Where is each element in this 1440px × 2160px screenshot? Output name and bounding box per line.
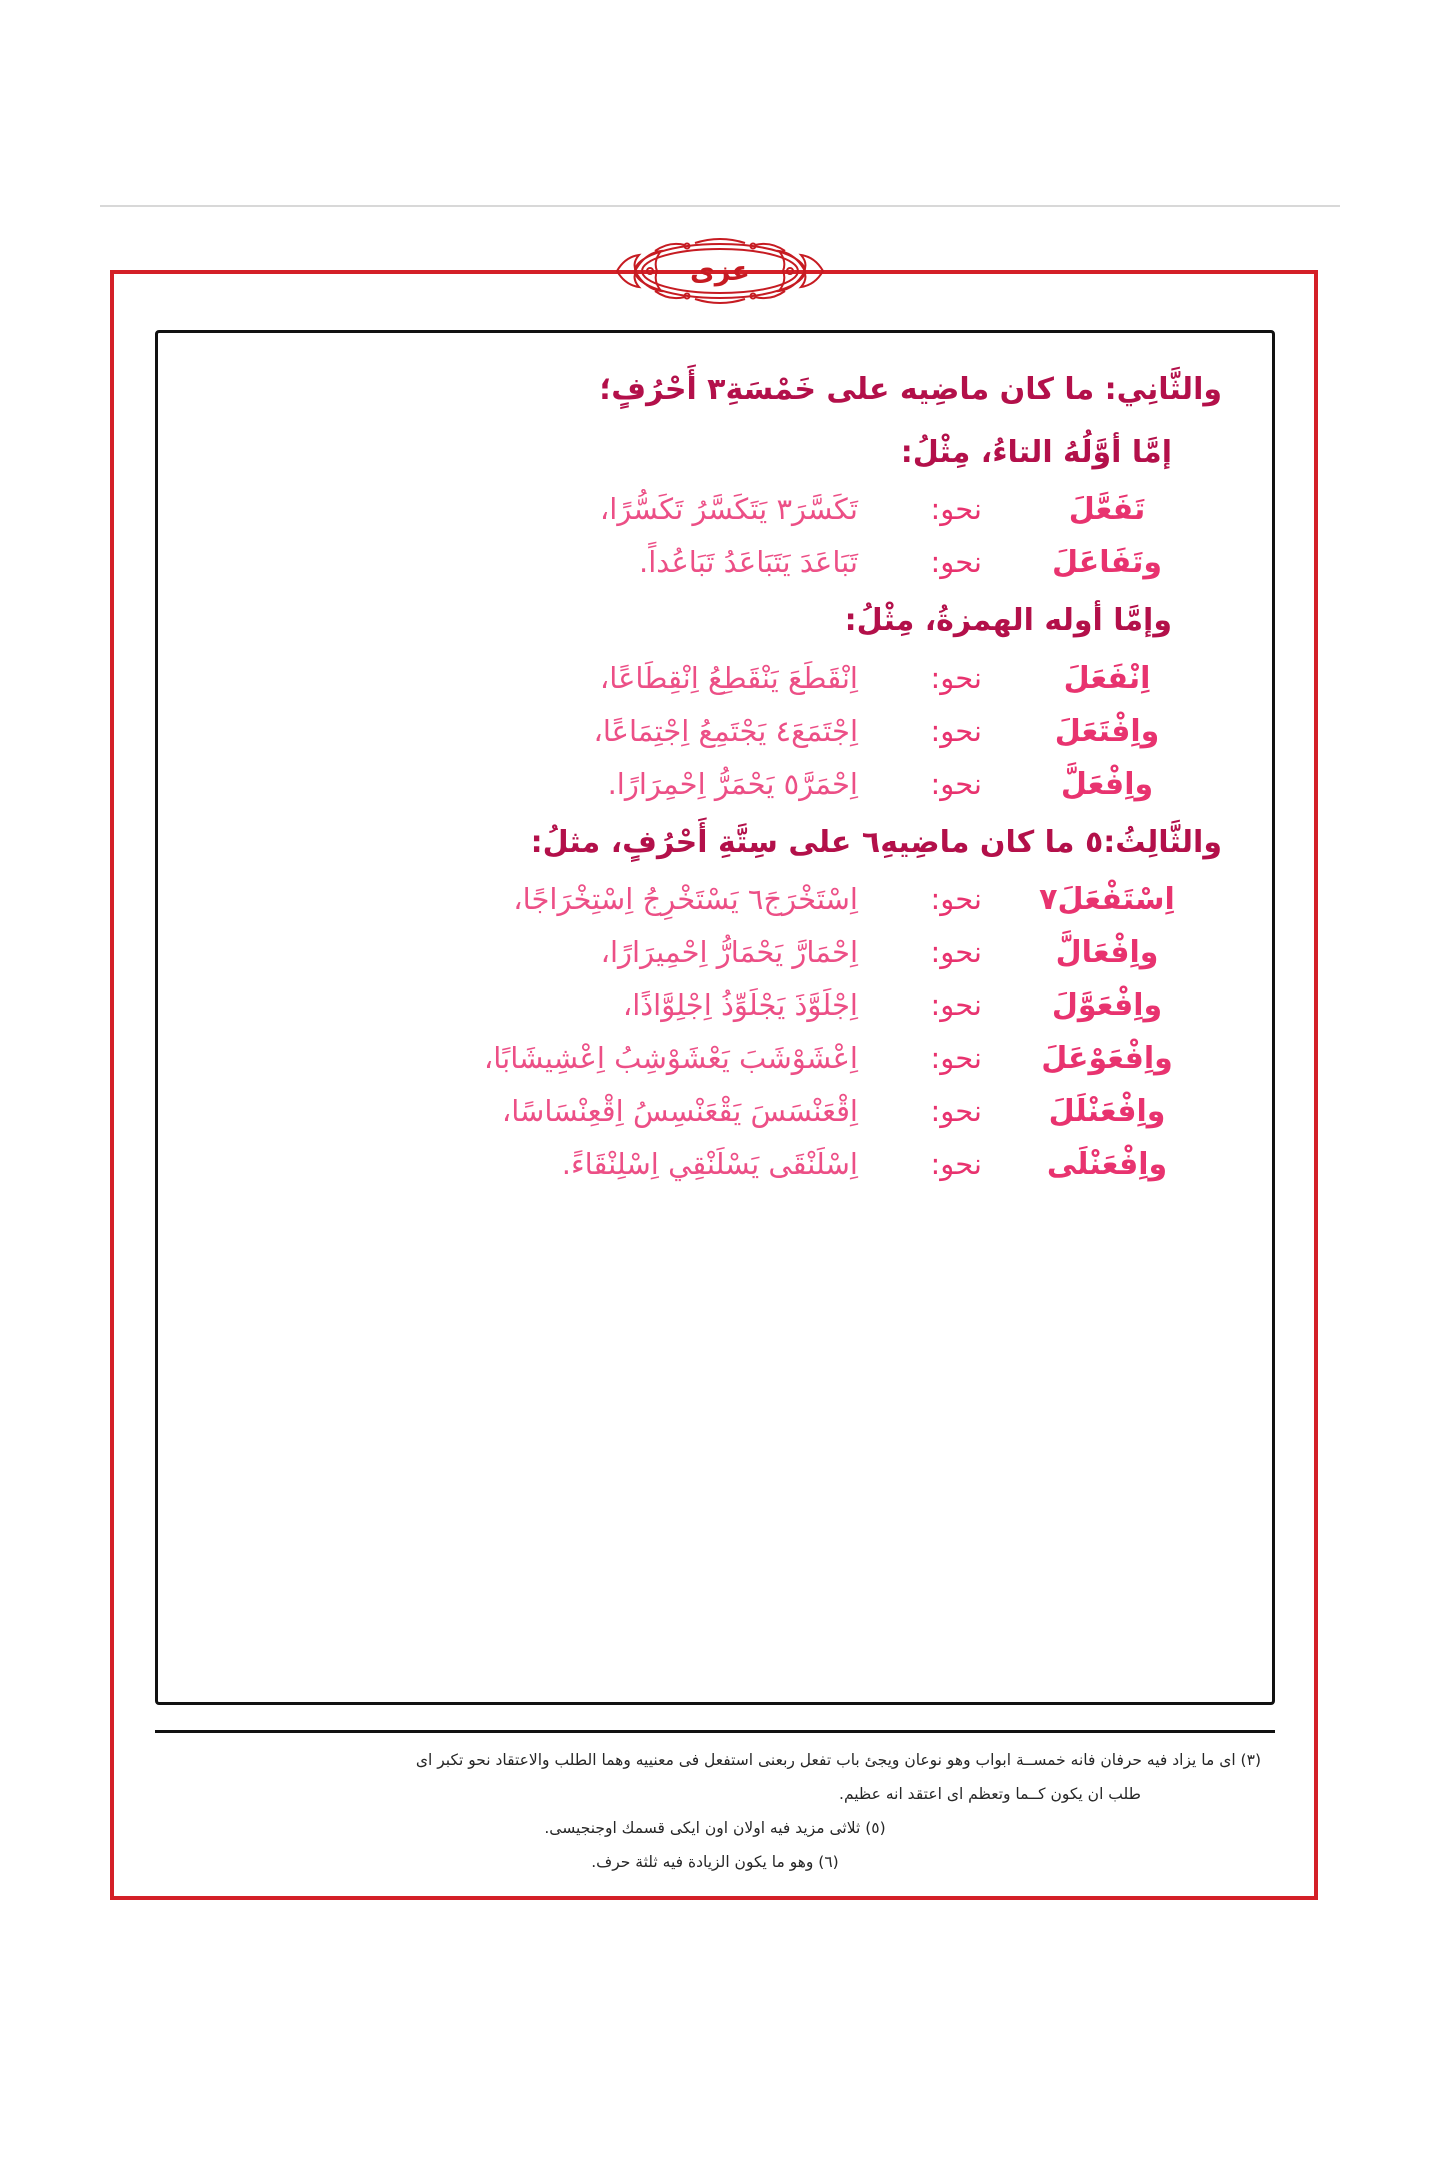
example-text: تَكَسَّرَ٣ يَتَكَسَّرُ تَكَسُّرًا، — [599, 492, 858, 526]
pattern-label: واِفْعَوْعَلَ — [1041, 1041, 1173, 1076]
example-text: اِنْقَطَعَ يَنْقَطِعُ اِنْقِطَاعًا، — [599, 660, 858, 695]
pattern-row — [198, 1041, 1232, 1076]
example-text: اِحْمَارَّ يَحْمَارُّ اِحْمِيرَارًا، — [600, 935, 858, 969]
example-text: اِقْعَنْسَسَ يَقْعَنْسِسُ اِقْعِنْسَاسًا، — [501, 1094, 858, 1128]
pattern-row — [198, 492, 1232, 527]
pattern-label: وتَفَاعَلَ — [1051, 545, 1163, 580]
nahw-label: نحو: — [930, 988, 982, 1022]
intro-line-1: والثَّانِي: ما كان ماضِيه على خَمْسَةِ٣ أَحْرُفٍ؛ — [599, 372, 1222, 407]
pattern-row — [198, 545, 1232, 580]
pattern-row — [198, 714, 1232, 749]
mid-line: وإمَّا أوله الهمزةُ، مِثْلُ: — [844, 603, 1172, 638]
scanned-page-area — [100, 205, 1340, 1925]
footnote-item: (٥) ثلاثى مزيد فيه اولان اون ايكى قسمك اوجنجيسى. — [544, 1818, 886, 1837]
pattern-label: واِفْعَالَّ — [1055, 935, 1159, 970]
pattern-label: واِفْعَنْلَلَ — [1048, 1094, 1166, 1129]
pattern-label: اِسْتَفْعَلَ٧ — [1039, 882, 1175, 917]
example-text: اِسْتَخْرَجَ٦ يَسْتَخْرِجُ اِسْتِخْرَاجًا، — [513, 882, 858, 916]
nahw-label: نحو: — [930, 660, 982, 695]
example-text: اِجْلَوَّذَ يَجْلَوِّذُ اِجْلِوَّاذًا، — [622, 988, 858, 1022]
pattern-label: واِفْعَنْلَى — [1046, 1147, 1168, 1182]
footnotes-section — [155, 1730, 1275, 1890]
nahw-label: نحو: — [930, 882, 982, 916]
pattern-label: واِفْتَعَلَ — [1054, 713, 1160, 749]
nahw-label: نحو: — [930, 766, 982, 801]
main-content-box — [155, 330, 1275, 1705]
nahw-label: نحو: — [930, 545, 982, 579]
nahw-label: نحو: — [930, 1041, 982, 1075]
nahw-label: نحو: — [930, 935, 982, 969]
nahw-label: نحو: — [930, 1094, 982, 1128]
pattern-row — [198, 1147, 1232, 1182]
example-text: اِعْشَوْشَبَ يَعْشَوْشِبُ اِعْشِيشَابًا، — [483, 1041, 858, 1075]
pattern-row — [198, 1094, 1232, 1129]
pattern-label: واِفْعَلَّ — [1060, 766, 1154, 802]
footnote-item: (٦) وهو ما يكون الزيادة فيه ثلثة حرف. — [591, 1852, 839, 1871]
pattern-label: تَفَعَّلَ — [1068, 492, 1146, 527]
example-text: اِحْمَرَّ٥ يَحْمَرُّ اِحْمِرَارًا. — [607, 766, 858, 801]
intro-line-2: إمَّا أوَّلُهُ التاءُ، مِثْلُ: — [900, 434, 1172, 470]
page-header-title: عزى — [690, 255, 750, 287]
pattern-row — [198, 767, 1232, 802]
pattern-label: واِفْعَوَّلَ — [1051, 988, 1163, 1023]
top-divider-rule — [100, 205, 1340, 207]
footnote-item: (٣) اى ما يزاد فيه حرفان فانه خمســة ابواب وهو نوعان ويجئ باب تفعل ربعنى استفعل فى معنييه وهما الطلب والاعتقاد نحو تكبر اى — [415, 1751, 1261, 1769]
example-text: اِجْتَمَعَ٤ يَجْتَمِعُ اِجْتِمَاعًا، — [593, 713, 858, 748]
example-text: تَبَاعَدَ يَتَبَاعَدُ تَبَاعُداً. — [638, 545, 858, 579]
nahw-label: نحو: — [930, 492, 982, 526]
pattern-row — [198, 988, 1232, 1023]
pattern-row — [198, 882, 1232, 917]
nahw-label: نحو: — [930, 1147, 982, 1181]
example-text: اِسْلَنْقَى يَسْلَنْقِي اِسْلِنْقَاءً. — [561, 1147, 858, 1181]
pattern-label: اِنْفَعَلَ — [1063, 660, 1151, 696]
footnote-item: طلب ان يكون كــما وتعظم اى اعتقد انه عظيم. — [839, 1784, 1141, 1803]
pattern-row — [198, 661, 1232, 696]
pattern-row — [198, 935, 1232, 970]
third-section-line: والثَّالِثُ:٥ ما كان ماضِيهِ٦ على سِتَّةِ أَحْرُفٍ، مثلُ: — [530, 824, 1222, 860]
nahw-label: نحو: — [930, 713, 982, 748]
